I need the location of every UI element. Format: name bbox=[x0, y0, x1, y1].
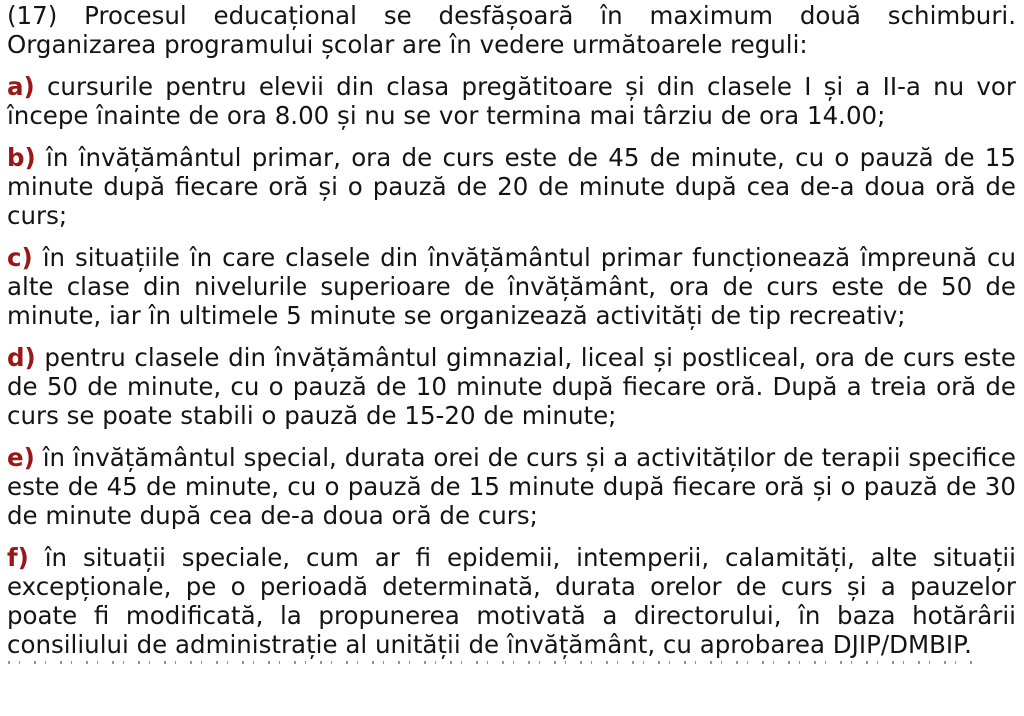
item-marker-e: e) bbox=[7, 443, 35, 472]
item-text-d: pentru clasele din învățământul gimnazial, liceal și postliceal, ora de curs este de 50 de minute, cu o pauză de 10 minute după fiecare oră. După a treia oră de curs se poate stabili o pauză de 15-20 de minute; bbox=[7, 343, 1016, 430]
item-text-f: în situații speciale, cum ar fi epidemii, intemperii, calamități, alte situații excepționale, pe o perioadă determinată, durata orelor de curs și a pauzelor poate fi modificată, la propunerea motivată a directorului, în baza hotărârii consiliului de administrație al unității de învățământ, cu aprobarea DJIP/DMBIP. bbox=[7, 543, 1016, 659]
list-item-f bbox=[7, 543, 1016, 659]
item-marker-f: f) bbox=[7, 543, 29, 572]
intro-paragraph bbox=[7, 1, 1016, 59]
item-marker-b: b) bbox=[7, 143, 36, 172]
item-text-a: cursurile pentru elevii din clasa pregătitoare și din clasele I și a II-a nu vor începe înainte de ora 8.00 și nu se vor termina mai târziu de ora 14.00; bbox=[7, 72, 1016, 130]
clipped-next-line bbox=[8, 661, 977, 664]
item-marker-c: c) bbox=[7, 243, 33, 272]
item-text-c: în situațiile în care clasele din învățământul primar funcționează împreună cu alte clase din nivelurile superioare de învățământ, ora de curs este de 50 de minute, iar în ultimele 5 minute se organizează activități de tip recreativ; bbox=[7, 243, 1016, 330]
list-item-a bbox=[7, 72, 1016, 130]
list-item-c bbox=[7, 243, 1016, 330]
list-item-b bbox=[7, 143, 1016, 230]
intro-text: (17) Procesul educațional se desfășoară în maximum două schimburi. Organizarea programului școlar are în vedere următoarele reguli: bbox=[7, 1, 1016, 59]
item-text-e: în învățământul special, durata orei de curs și a activităților de terapii specifice este de 45 de minute, cu o pauză de 15 minute după fiecare oră și o pauză de 30 de minute după cea de-a doua oră de curs; bbox=[7, 443, 1016, 530]
item-marker-d: d) bbox=[7, 343, 36, 372]
list-item-e bbox=[7, 443, 1016, 530]
item-marker-a: a) bbox=[7, 72, 35, 101]
list-item-d bbox=[7, 343, 1016, 430]
item-text-b: în învățământul primar, ora de curs este de 45 de minute, cu o pauză de 15 minute după fiecare oră și o pauză de 20 de minute după cea de-a doua oră de curs; bbox=[7, 143, 1016, 230]
